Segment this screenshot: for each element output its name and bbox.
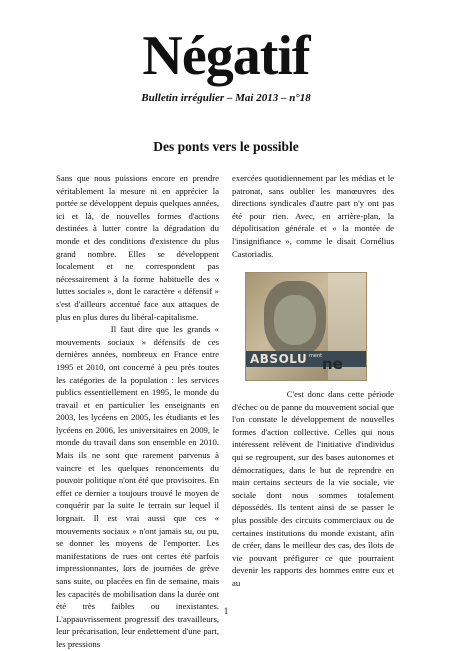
collage-word-ne: ne: [322, 355, 343, 373]
collage-word-absolu: ABSOLU: [250, 352, 308, 366]
paragraph-4: C'est donc dans cette période d'échec ou de panne du mouvement social que l'on constate le développement de nouvelles formes d'action collective. Celles qui nous intéressent relèvent de l'initiative d'individus qui se regroupent, sur des bases autonomes et démocratiques, dans le but de reprendre en main certains secteurs de la vie sociale, vie sociale dont nous sommes totalement dépossédés. Ils tentent ainsi de se passer le plus possible des circuits commerciaux ou de certaines institutions du monde existant, afin de créer, dans le meilleur des cas, des îlots de vie pouvant préfigurer ce que pourraient devenir les rapports des hommes entre eux et au: [232, 389, 394, 588]
collage-word-ment: ment: [309, 353, 323, 359]
article-headline: Des ponts vers le possible: [153, 139, 299, 154]
article-column-right-top: [232, 172, 394, 260]
issue-subtitle: Bulletin irrégulier – Mai 2013 – n°18: [141, 92, 311, 104]
masthead-title: Négatif: [142, 25, 310, 87]
page-number: 1: [223, 606, 229, 616]
article-column-right-bottom: [232, 388, 394, 590]
article-column-left: [56, 172, 219, 651]
paragraph-1: Sans que nous puissions encore en prendre véritablement la mesure ni en apprécier la portée se développent depuis quelques années, ici et là, de nouvelles formes d'actions destinées à lutter contre la dégradation du monde et des conditions d'existence du plus grand nombre. Elles se développent localement et ne correspondent pas nécessairement à la forme habituelle des « luttes sociales », dont le caractère « défensif » s'est d'ailleurs accentué face aux attaques de plus en plus dures du libéral-capitalisme.: [56, 173, 219, 322]
paragraph-3: exercées quotidiennement par les médias et le patronat, sans oublier les manœuvres des directions syndicales d'autre part n'y ont pas été pour rien. Avec, en arrière-plan, la dépolitisation générale et « la montée de l'insignifiance », comme le disait Cornélius Castoriadis.: [232, 173, 394, 259]
collage-portrait-highlight: [274, 295, 316, 345]
collage-image: [245, 272, 367, 381]
paragraph-2: Il faut dire que les grands « mouvements sociaux » défensifs de ces dernières années, nombreux en France entre 1995 et 2010, ont concerné à peu près toutes les catégories de la population : les services publics essentiellement en 1995, le monde du travail et en particulier les enseignants en 2003, les lycéens en 2005, les étudiants et les lycéens en 2006, les universitaires en 2009, le monde du travail dans son ensemble en 2010. Mais ils ne sont que rarement parvenus à vaincre et les quelques renoncements du pouvoir politique n'ont été que provisoires. En effet ce dernier a toujours trouvé le moyen de conquérir par la suite le terrain sur lequel il lorgnait. Il est vrai aussi que ces « mouvements sociaux » n'ont jamais su, ou pu, se donner les moyens de l'emporter. Les manifestations de rues ont certes été parfois impressionnantes, lors de journées de grève sans suite, ou placées en fin de semaine, mais les capacités de mobilisation dans la durée ont été très faibles ou inexistantes. L'appauvrissement progressif des travailleurs, leur précarisation, leur endettement d'une part, les pressions: [56, 324, 219, 649]
